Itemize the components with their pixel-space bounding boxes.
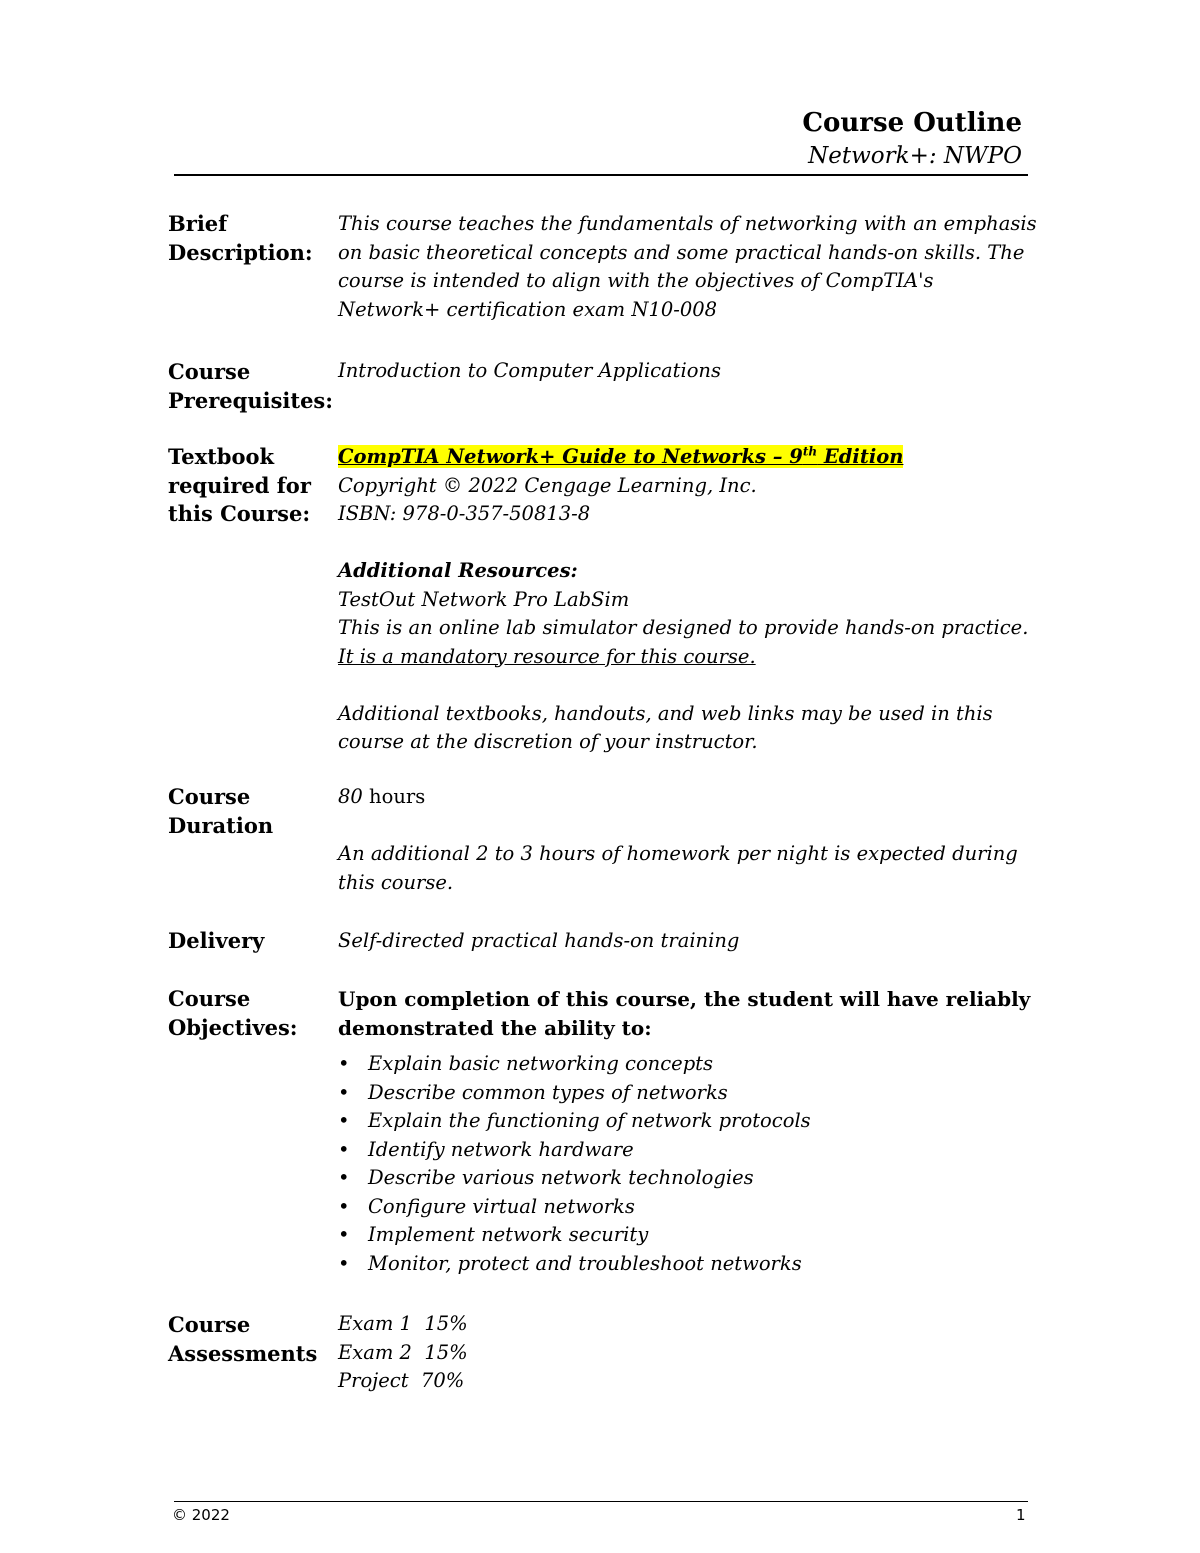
textbook-details (338, 443, 1038, 757)
assessment-item: Project 70% (338, 1369, 465, 1392)
objective-item: • Monitor, protect and troubleshoot networks (338, 1250, 1038, 1279)
course-code: Network+: NWPO (808, 143, 1022, 169)
objective-item: • Describe various network technologies (338, 1164, 1038, 1193)
assessment-item: Exam 2 15% (338, 1340, 468, 1364)
textbook-isbn: ISBN: 978-0-357-50813-8 (338, 502, 591, 525)
resource-mandatory-note: It is a mandatory resource for this course. (338, 644, 756, 668)
bullet-icon: • (338, 1137, 350, 1161)
delivery-text: Self-directed practical hands-on training (338, 929, 740, 952)
duration-details (338, 783, 1038, 897)
bullet-icon: • (338, 1194, 350, 1218)
objective-item: • Describe common types of networks (338, 1079, 1038, 1108)
textbook-label: Textbook required for this Course: (168, 444, 311, 526)
delivery-label: Delivery (168, 928, 265, 953)
duration-hours: 80 hours (338, 785, 426, 808)
bullet-icon: • (338, 1080, 350, 1104)
objectives-list (338, 1050, 1038, 1278)
objective-item: • Implement network security (338, 1221, 1038, 1250)
assessments-details (338, 1310, 1038, 1396)
textbook-title: CompTIA Network+ Guide to Networks – 9th Edition (338, 444, 904, 468)
homework-note: An additional 2 to 3 hours of homework per night is expected during this course. (338, 842, 1018, 894)
objectives-label: Course Objectives: (168, 986, 298, 1040)
prerequisites-text: Introduction to Computer Applications (338, 359, 722, 382)
bullet-icon: • (338, 1166, 350, 1189)
prerequisites-label: Course Prerequisites: (168, 359, 334, 413)
brief-description-label: Brief Description: (168, 211, 313, 265)
objective-item: • Identify network hardware (338, 1136, 1038, 1165)
duration-label: Course Duration (168, 784, 274, 838)
resource-description: This is an online lab simulator designed to provide hands-on practice. (338, 616, 1029, 639)
footer-copyright: © 2022 (172, 1506, 230, 1524)
page-number: 1 (1016, 1506, 1026, 1524)
bullet-icon: • (338, 1223, 350, 1246)
brief-description-text: This course teaches the fundamentals of networking with an emphasis on basic theoretical concepts and some practical hands-on skills. The course is intended to align with the objectives of CompTIA's Network+ certification exam N10-008 (338, 212, 1037, 321)
objectives-intro: Upon completion of this course, the student will have reliably demonstrated the ability to: (338, 987, 1031, 1040)
assessments-label: Course Assessments (168, 1312, 318, 1366)
objectives-details (338, 985, 1038, 1278)
bullet-icon: • (338, 1109, 350, 1132)
footer-divider (174, 1501, 1028, 1502)
objective-item: • Explain basic networking concepts (338, 1050, 1038, 1079)
bullet-icon: • (338, 1251, 350, 1275)
header-divider (174, 174, 1028, 176)
additional-materials-note: Additional textbooks, handouts, and web links may be used in this course at the discretion of your instructor. (338, 701, 993, 753)
objective-item: • Configure virtual networks (338, 1193, 1038, 1222)
bullet-icon: • (338, 1052, 350, 1075)
additional-resources-heading: Additional Resources: (338, 559, 578, 582)
textbook-copyright: Copyright © 2022 Cengage Learning, Inc. (338, 473, 757, 497)
objective-item: • Explain the functioning of network protocols (338, 1107, 1038, 1136)
resource-name: TestOut Network Pro LabSim (338, 587, 630, 611)
assessment-item: Exam 1 15% (338, 1312, 468, 1335)
page-title: Course Outline (802, 108, 1022, 138)
